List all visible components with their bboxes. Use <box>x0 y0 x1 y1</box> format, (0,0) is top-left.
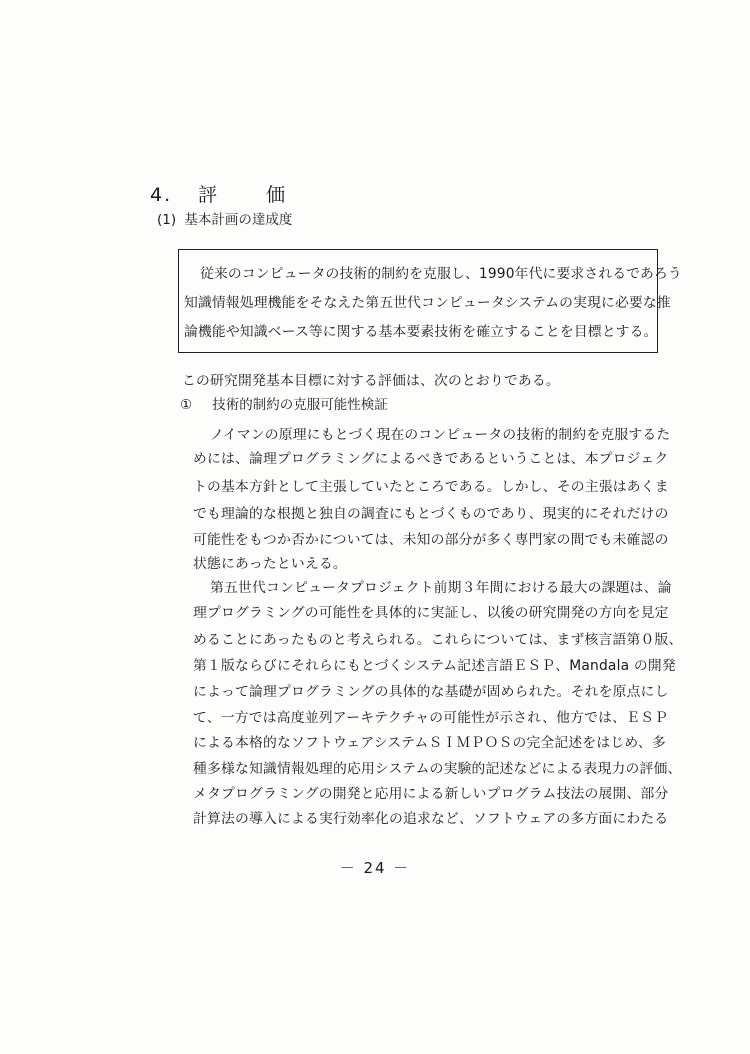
paragraph-line: でも理論的な根拠と独自の調査にもとづくものであり、現実的にそれだけの <box>193 506 669 522</box>
paragraph-line: トの基本方針として主張していたところである。しかし、その主張はあくま <box>193 479 669 495</box>
paragraph-line: によって論理プログラミングの具体的な基礎が固められた。それを原点にし <box>193 684 669 700</box>
intro-text: この研究開発基本目標に対する評価は、次のとおりである。 <box>182 373 560 389</box>
paragraph-line: 第五世代コンピュータプロジェクト前期３年間における最大の課題は、論 <box>210 580 672 596</box>
subsection-number: (1) <box>157 212 177 228</box>
paragraph-line: 種多様な知識情報処理的応用システムの実験的記述などによる表現力の評価、 <box>193 761 682 777</box>
page-number: － 24 － <box>339 859 411 877</box>
paragraph-line: ノイマンの原理にもとづく現在のコンピュータの技術的制約を克服するた <box>210 427 671 443</box>
paragraph-line: による本格的なソフトウェアシステムＳＩＭＰＯＳの完全記述をはじめ、多 <box>193 735 666 751</box>
section-number: 4. <box>150 184 173 206</box>
paragraph-line: 可能性をもつか否かについては、未知の部分が多く専門家の間でも未確認の <box>193 532 669 548</box>
item-heading <box>180 393 388 413</box>
goal-line: 従来のコンピュータの技術的制約を克服し、1990年代に要求されるであろう <box>200 266 682 282</box>
section-title-char-2: 価 <box>266 184 288 206</box>
item-title: 技術的制約の克服可能性検証 <box>212 397 388 413</box>
item-marker: ① <box>180 397 193 413</box>
subsection-title: 基本計画の達成度 <box>184 212 293 228</box>
paragraph-line: めることにあったものと考えられる。これらについては、まず核言語第０版、 <box>193 632 683 648</box>
paragraph-line: て、一方では高度並列アーキテクチャの可能性が示され、他方では、ＥＳＰ <box>193 710 669 726</box>
goal-line: 論機能や知識ベース等に関する基本要素技術を確立することを目標とする。 <box>184 324 658 340</box>
paragraph-line: 第１版ならびにそれらにもとづくシステム記述言語ＥＳＰ、Mandala の開発 <box>193 658 676 674</box>
paragraph-line: 計算法の導入による実行効率化の追求など、ソフトウェアの多方面にわたる <box>193 811 669 827</box>
paragraph-line: 状態にあったといえる。 <box>193 556 347 572</box>
paragraph-line: めには、論理プログラミングによるべきであるということは、本プロジェク <box>193 451 669 467</box>
paragraph-line: メタプログラミングの開発と応用による新しいプログラム技法の展開、部分 <box>193 786 669 802</box>
goal-line: 知識情報処理機能をそなえた第五世代コンピュータシステムの実現に必要な推 <box>184 295 671 311</box>
subsection-heading <box>157 208 292 228</box>
section-title-char-1: 評 <box>198 184 220 206</box>
section-heading <box>150 180 287 207</box>
paragraph-line: 理プログラミングの可能性を具体的に実証し、以後の研究開発の方向を見定 <box>193 605 669 621</box>
